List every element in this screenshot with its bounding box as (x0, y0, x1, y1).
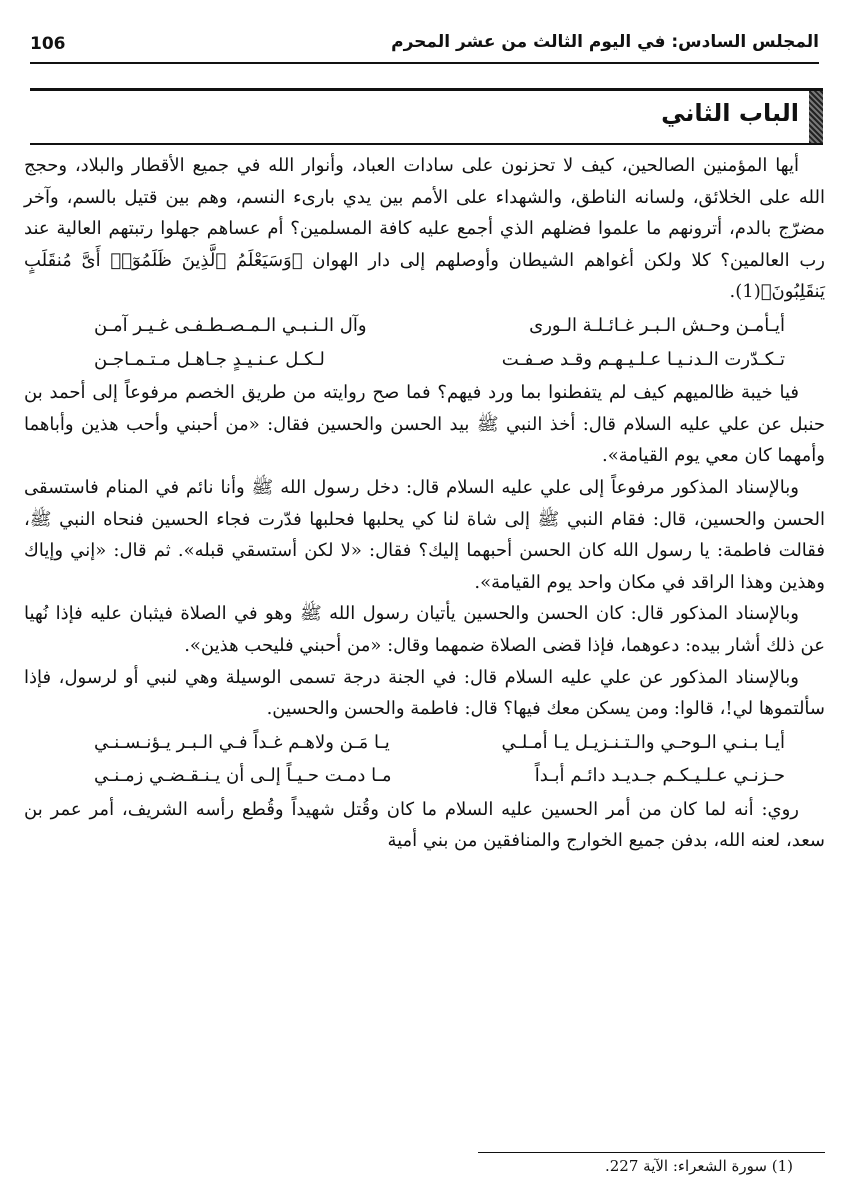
paragraph-1: أيها المؤمنين الصالحين، كيف لا تحزنون على سادات العباد، وأنوار الله في جميع الأقطار والبلاد، وحجج الله على الخلائق، ولسانه الناطق، والشهداء على الأمم بين يدي بارىء النسم، وهم بين قتيل بالسم، وآخر مضرّج بالدم، أترونهم ما علموا فضلهم الذي أجمع عليه كافة المسلمين؟ أم عساهم جهلوا رتبتهم العالية عند رب العالمين؟ كلا ولكن أغواهم الشيطان وأوصلهم إلى دار الهوان ﴿وَسَيَعْلَمُ ٱلَّذِينَ ظَلَمُوٓا۟ أَىَّ مُنقَلَبٍ يَنقَلِبُونَ﴾(1). (24, 155, 825, 303)
paragraph-3: وبالإسناد المذكور مرفوعاً إلى علي عليه السلام قال: دخل رسول الله ﷺ وأنا نائم في المنام فاستسقى الحسن والحسين، قال: فقام النبي ﷺ إلى شاة لنا كي يحلبها فحلبها فدّرت فجاء الحسين فنحاه النبي ﷺ، فقالت فاطمة: يا رسول الله كان الحسن أحبهما إليك؟ فقال: «لا لكن أستسقي قبله». ثم قال: «إني وإياك وهذين وهذا الراقد في مكان واحد يوم القيامة». (24, 476, 825, 593)
poem-verse-2-line-2 (24, 760, 825, 792)
hemistich: مـا دمـت حـيـاً إلـى أن يـنـقـضـي زمـنـي (94, 765, 392, 787)
chapter-heading (30, 88, 823, 145)
poem-verse-1-line-1 (24, 310, 825, 342)
hemistich: لـكـل عـنـيـدٍ جـاهـل مـتـمـاجـن (94, 348, 325, 370)
hemistich: وآل الـنـبـي الـمـصـطـفـى غـيـر آمـن (94, 314, 367, 336)
paragraph-2: فيا خيبة ظالميهم كيف لم يتفطنوا بما ورد فيهم؟ فما صح روايته من طريق الخصم مرفوعاً إلى أحمد بن حنبل عن علي عليه السلام قال: أخذ النبي ﷺ بيد الحسن والحسين فقال: «من أحبني وأحب هذين وأباهما وأمهما كان معي يوم القيامة». (24, 382, 825, 467)
footnote: (1) سورة الشعراء: الآية 227. (604, 1157, 793, 1175)
hemistich: أيـأمـن وحـش الـبـر غـائـلـة الـورى (529, 314, 785, 336)
poem-verse-1-line-2 (24, 344, 825, 376)
hemistich: تـكـدّرت الـدنـيـا عـلـيـهـم وقـد صـفـت (501, 348, 785, 370)
running-title: المجلس السادس: في اليوم الثالث من عشر المحرم (391, 32, 819, 52)
running-header (30, 28, 819, 64)
chapter-title: الباب الثاني (661, 99, 799, 127)
body-text (24, 150, 825, 857)
page-number: 106 (30, 34, 66, 54)
paragraph-6: روي: أنه لما كان من أمر الحسين عليه السلام ما كان وقُتل شهيداً وقُطع رأسه الشريف، أمر عمر بن سعد، لعنه الله، بدفن جميع الخوارج والمنافقين من بني أمية (24, 798, 825, 852)
hemistich: يـا مَـن ولاهـم غـداً فـي الـبـر يـؤنـسـنـي (94, 731, 390, 753)
paragraph-5: وبالإسناد المذكور عن علي عليه السلام قال: في الجنة درجة تسمى الوسيلة وهي لنبي أو لرسول، فإذا سألتموها لي!، قالوا: ومن يسكن معك فيها؟ قال: فاطمة والحسن والحسين. (24, 666, 825, 720)
footnote-divider (478, 1152, 825, 1153)
hemistich: حـزنـي عـلـيـكـم جـديـد دائـم أبـداً (534, 765, 785, 787)
hemistich: أيـا بـنـي الـوحـي والـتـنـزيـل يـا أمـلـي (501, 731, 785, 753)
paragraph-4: وبالإسناد المذكور قال: كان الحسن والحسين يأتيان رسول الله ﷺ وهو في الصلاة فيثبان عليه فإذا نُهيا عن ذلك أشار بيده: دعوهما، فإذا قضى الصلاة ضمهما وقال: «من أحبني فليحب هذين». (24, 603, 825, 656)
poem-verse-2-line-1 (24, 727, 825, 759)
chapter-marker-bar (809, 91, 823, 143)
